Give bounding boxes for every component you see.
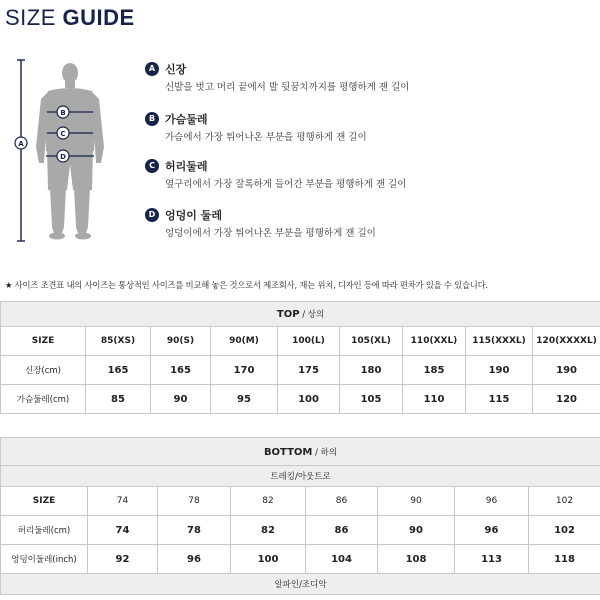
person-silhouette <box>36 63 104 240</box>
title-part-size: SIZE <box>5 5 63 30</box>
table-row <box>1 385 600 414</box>
body-silhouette <box>8 55 120 250</box>
top-caption: TOP / 상의 <box>1 302 600 327</box>
table-cell: 86 <box>306 516 378 545</box>
measurement-item-chest <box>145 112 585 152</box>
marker-a-icon <box>15 137 27 149</box>
header-cell: 100(L) <box>278 327 340 356</box>
measurement-desc: 엉덩이에서 가장 튀어나온 부분을 평행하게 잰 길이 <box>165 228 376 239</box>
table-cell: 175 <box>278 356 340 385</box>
table-cell: 120 <box>533 385 600 414</box>
body-figure <box>8 55 120 250</box>
table-cell: 96 <box>455 516 529 545</box>
table-cell: 165 <box>151 356 211 385</box>
table-row <box>1 545 600 574</box>
header-cell: 85(XS) <box>86 327 151 356</box>
bottom-subcaption-row-2 <box>1 574 600 595</box>
header-cell: 120(XXXXL) <box>533 327 600 356</box>
svg-text:A: A <box>18 140 24 148</box>
table-cell: 118 <box>529 545 600 574</box>
table-cell: 78 <box>158 516 231 545</box>
header-cell: 96 <box>455 487 529 516</box>
bottom-caption-row <box>1 438 600 466</box>
top-header-row <box>1 327 600 356</box>
header-cell: 90(S) <box>151 327 211 356</box>
table-cell: 90 <box>378 516 455 545</box>
table-cell: 185 <box>403 356 466 385</box>
bottom-header-row <box>1 487 600 516</box>
header-cell: 90 <box>378 487 455 516</box>
header-cell: 90(M) <box>211 327 278 356</box>
table-cell: 113 <box>455 545 529 574</box>
header-cell: 86 <box>306 487 378 516</box>
row-label: 허리둘레(cm) <box>1 516 88 545</box>
measurement-label: 허리둘레 <box>165 160 208 173</box>
row-label: 신장(cm) <box>1 356 86 385</box>
header-cell: 110(XXL) <box>403 327 466 356</box>
svg-text:C: C <box>60 130 66 138</box>
table-cell: 82 <box>231 516 306 545</box>
table-cell: 100 <box>278 385 340 414</box>
marker-d-icon <box>57 150 69 162</box>
table-cell: 102 <box>529 516 600 545</box>
marker-b-icon <box>57 106 69 118</box>
table-cell: 74 <box>88 516 158 545</box>
badge-b-icon: B <box>145 112 159 126</box>
table-cell: 92 <box>88 545 158 574</box>
table-cell: 190 <box>533 356 600 385</box>
table-cell: 190 <box>466 356 533 385</box>
measurement-label: 가슴둘레 <box>165 113 208 126</box>
top-caption-row <box>1 302 600 327</box>
table-cell: 85 <box>86 385 151 414</box>
header-cell: 105(XL) <box>340 327 403 356</box>
row-label: 엉덩이둘레(inch) <box>1 545 88 574</box>
row-label: 가슴둘레(cm) <box>1 385 86 414</box>
bottom-subcaption-2: 알파인/조디악 <box>1 574 600 595</box>
top-size-table <box>0 301 600 414</box>
measurement-item-hip <box>145 208 585 248</box>
header-cell: 74 <box>88 487 158 516</box>
bottom-caption: BOTTOM / 하의 <box>1 438 600 466</box>
table-cell: 100 <box>231 545 306 574</box>
measurement-item-height <box>145 62 585 102</box>
marker-c-icon <box>57 127 69 139</box>
table-cell: 104 <box>306 545 378 574</box>
table-row <box>1 516 600 545</box>
bottom-subcaption: 트레킹/아웃트로 <box>1 466 600 487</box>
page-title <box>5 5 135 31</box>
size-note: ★ 사이즈 조견표 내의 사이즈는 통상적인 사이즈를 비교해 놓은 것으로서 제조회사, 재는 위치, 디자인 등에 따라 편차가 있을 수 있습니다. <box>5 280 488 290</box>
header-cell: 82 <box>231 487 306 516</box>
badge-a-icon: A <box>145 62 159 76</box>
header-cell: 115(XXXL) <box>466 327 533 356</box>
measurement-item-waist <box>145 159 585 199</box>
header-cell: SIZE <box>1 327 86 356</box>
header-cell: SIZE <box>1 487 88 516</box>
measurement-desc: 옆구리에서 가장 잘록하게 들어간 부분을 평행하게 잰 길이 <box>165 179 407 190</box>
measurement-desc: 가슴에서 가장 튀어나온 부분을 평행하게 잰 길이 <box>165 132 367 143</box>
table-cell: 95 <box>211 385 278 414</box>
table-cell: 180 <box>340 356 403 385</box>
header-cell: 102 <box>529 487 600 516</box>
table-row <box>1 356 600 385</box>
table-cell: 115 <box>466 385 533 414</box>
measurement-label: 신장 <box>165 63 187 76</box>
table-cell: 170 <box>211 356 278 385</box>
svg-text:B: B <box>60 109 66 117</box>
table-cell: 90 <box>151 385 211 414</box>
title-part-guide: GUIDE <box>62 5 135 30</box>
bottom-size-table <box>0 437 600 595</box>
header-cell: 78 <box>158 487 231 516</box>
table-cell: 108 <box>378 545 455 574</box>
measurement-desc: 신발을 벗고 머리 끝에서 발 뒷꿈치까지를 평행하게 잰 길이 <box>165 82 410 93</box>
bottom-subcaption-row <box>1 466 600 487</box>
measurement-label: 엉덩이 둘레 <box>165 209 222 222</box>
svg-text:D: D <box>60 153 66 161</box>
badge-d-icon: D <box>145 208 159 222</box>
table-cell: 96 <box>158 545 231 574</box>
table-cell: 165 <box>86 356 151 385</box>
table-cell: 110 <box>403 385 466 414</box>
table-cell: 105 <box>340 385 403 414</box>
badge-c-icon: C <box>145 159 159 173</box>
